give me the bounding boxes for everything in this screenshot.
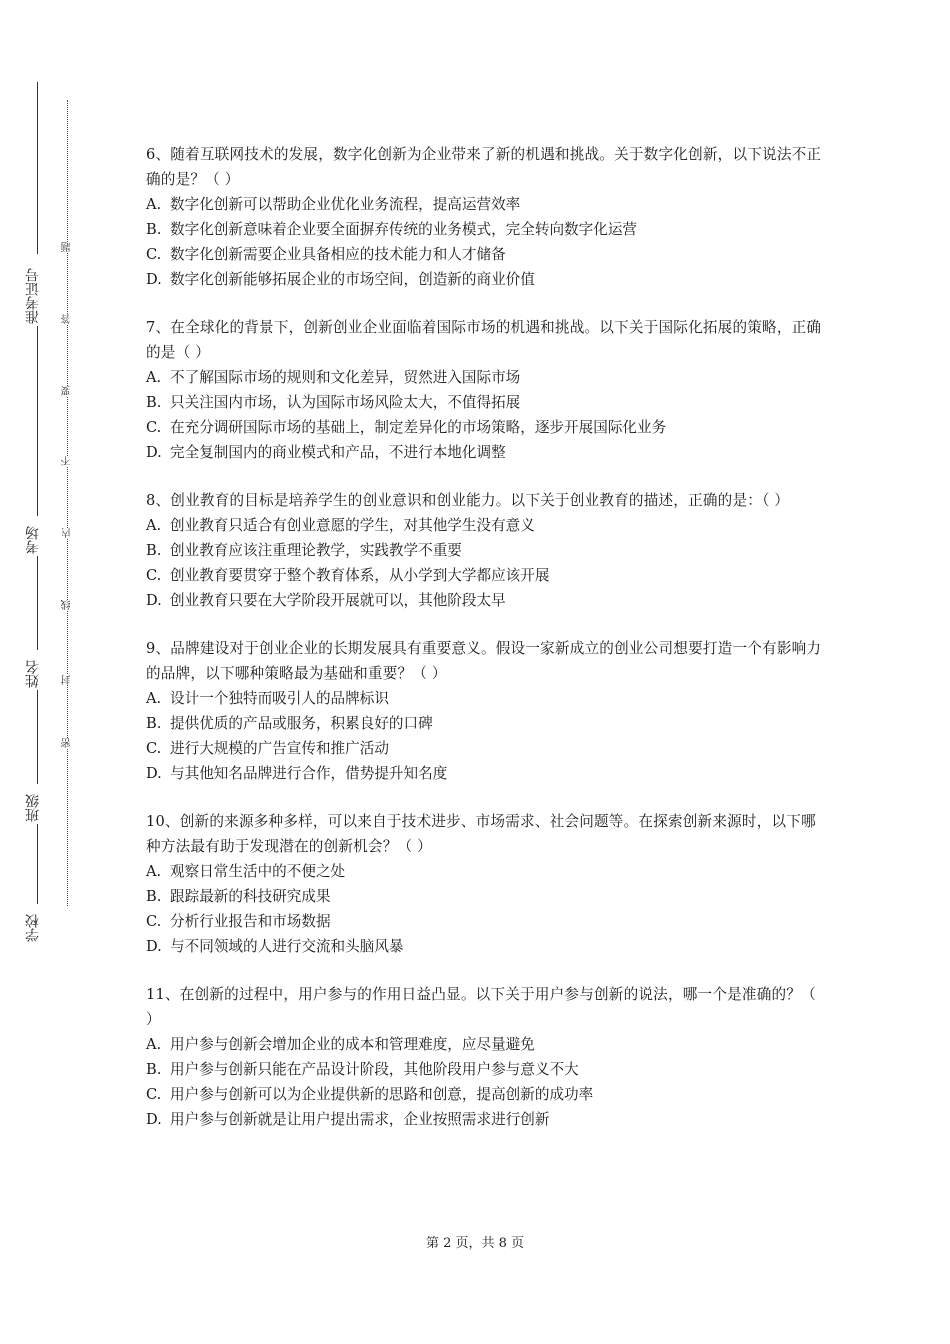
option-c: [146, 736, 826, 761]
option-a: [146, 513, 826, 538]
option-letter: D.: [146, 592, 162, 609]
option-text: 与其他知名品牌进行合作，借势提升知名度: [170, 765, 448, 782]
option-list: [146, 686, 826, 786]
exam-room-label: 考场: [25, 526, 41, 554]
option-letter: A.: [146, 369, 162, 386]
seal-char: 线: [62, 600, 73, 610]
question-stem: 7、在全球化的背景下，创新创业企业面临着国际市场的机遇和挑战。以下关于国际化拓展的策略，正确的是（ ）: [146, 319, 822, 361]
page-footer: 第 2 页，共 8 页: [425, 1236, 525, 1251]
option-text: 数字化创新能够拓展企业的市场空间，创造新的商业价值: [170, 271, 535, 288]
class-line: [37, 690, 38, 784]
option-text: 用户参与创新会增加企业的成本和管理难度，应尽量避免: [170, 1036, 535, 1053]
question-11: [146, 982, 826, 1132]
name-line: [37, 556, 38, 650]
option-d: [146, 1107, 826, 1132]
question-list: [146, 142, 826, 1155]
option-letter: A.: [146, 1036, 162, 1053]
option-text: 数字化创新意味着企业要全面摒弃传统的业务模式，完全转向数字化运营: [170, 221, 638, 238]
option-letter: A.: [146, 517, 162, 534]
option-a: [146, 859, 826, 884]
option-text: 分析行业报告和市场数据: [170, 913, 331, 930]
option-letter: A.: [146, 196, 162, 213]
option-c: [146, 909, 826, 934]
seal-char: 答: [62, 314, 73, 324]
option-b: [146, 217, 826, 242]
question-stem: 9、品牌建设对于创业企业的长期发展具有重要意义。假设一家新成立的创业公司想要打造一个有影响力的品牌，以下哪种策略最为基础和重要？（ ）: [146, 640, 822, 682]
option-letter: A.: [146, 690, 162, 707]
school-line: [37, 824, 38, 904]
option-text: 用户参与创新就是让用户提出需求，企业按照需求进行创新: [170, 1111, 550, 1128]
question-7: [146, 315, 826, 465]
option-letter: B.: [146, 221, 162, 238]
seal-char: 不: [62, 456, 73, 466]
exam-room-line: [37, 326, 38, 516]
option-a: [146, 365, 826, 390]
option-text: 提供优质的产品或服务，积累良好的口碑: [170, 715, 433, 732]
seal-char: 题: [62, 242, 73, 252]
option-d: [146, 440, 826, 465]
option-text: 创业教育只适合有创业意愿的学生，对其他学生没有意义: [170, 517, 535, 534]
option-d: [146, 761, 826, 786]
question-stem: 6、随着互联网技术的发展，数字化创新为企业带来了新的机遇和挑战。关于数字化创新，以下说法不正确的是？（ ）: [146, 146, 822, 188]
name-label: 姓名: [25, 660, 41, 688]
seal-char: 封: [62, 675, 73, 685]
option-d: [146, 267, 826, 292]
option-c: [146, 242, 826, 267]
option-letter: D.: [146, 444, 162, 461]
option-text: 进行大规模的广告宣传和推广活动: [170, 740, 389, 757]
option-letter: C.: [146, 246, 162, 263]
option-b: [146, 884, 826, 909]
option-letter: D.: [146, 271, 162, 288]
question-10: [146, 809, 826, 959]
option-d: [146, 588, 826, 613]
class-label: 班级: [25, 794, 41, 822]
question-8: [146, 488, 826, 613]
question-stem: 8、创业教育的目标是培养学生的创业意识和创业能力。以下关于创业教育的描述，正确的是：（ ）: [146, 492, 790, 509]
option-letter: B.: [146, 715, 162, 732]
option-letter: C.: [146, 1086, 162, 1103]
option-letter: D.: [146, 1111, 162, 1128]
option-letter: C.: [146, 567, 162, 584]
question-stem: 11、在创新的过程中，用户参与的作用日益凸显。以下关于用户参与创新的说法，哪一个是准确的？（ ）: [146, 986, 816, 1028]
option-text: 不了解国际市场的规则和文化差异，贸然进入国际市场: [170, 369, 521, 386]
option-list: [146, 365, 826, 465]
option-b: [146, 711, 826, 736]
option-b: [146, 1057, 826, 1082]
option-letter: C.: [146, 913, 162, 930]
option-list: [146, 1032, 826, 1132]
option-text: 在充分调研国际市场的基础上，制定差异化的市场策略，逐步开展国际化业务: [170, 419, 667, 436]
option-text: 只关注国内市场，认为国际市场风险太大，不值得拓展: [170, 394, 521, 411]
option-list: [146, 192, 826, 292]
option-a: [146, 192, 826, 217]
option-text: 创业教育只要在大学阶段开展就可以，其他阶段太早: [170, 592, 506, 609]
option-b: [146, 538, 826, 563]
option-text: 跟踪最新的科技研究成果: [170, 888, 331, 905]
option-text: 用户参与创新只能在产品设计阶段，其他阶段用户参与意义不大: [170, 1061, 579, 1078]
question-stem: 10、创新的来源多种多样，可以来自于技术进步、市场需求、社会问题等。在探索创新来源时，以下哪种方法最有助于发现潜在的创新机会？（ ）: [146, 813, 816, 855]
option-d: [146, 934, 826, 959]
seal-char: 要: [62, 386, 73, 396]
option-text: 与不同领域的人进行交流和头脑风暴: [170, 938, 404, 955]
option-text: 创业教育要贯穿于整个教育体系，从小学到大学都应该开展: [170, 567, 550, 584]
option-c: [146, 415, 826, 440]
question-6: [146, 142, 826, 292]
option-list: [146, 859, 826, 959]
option-text: 完全复制国内的商业模式和产品，不进行本地化调整: [170, 444, 506, 461]
exam-number-line: [37, 82, 38, 254]
question-9: [146, 636, 826, 786]
seal-line: [62, 100, 74, 906]
option-c: [146, 563, 826, 588]
option-letter: B.: [146, 1061, 162, 1078]
seal-char: 密: [62, 738, 73, 748]
seal-char: 内: [62, 528, 73, 538]
option-text: 设计一个独特而吸引人的品牌标识: [170, 690, 389, 707]
option-b: [146, 390, 826, 415]
option-a: [146, 1032, 826, 1057]
seal-dotted-line: [67, 100, 68, 906]
option-c: [146, 1082, 826, 1107]
option-text: 观察日常生活中的不便之处: [170, 863, 346, 880]
option-letter: D.: [146, 765, 162, 782]
binding-margin: [0, 0, 90, 1344]
option-text: 数字化创新可以帮助企业优化业务流程，提高运营效率: [170, 196, 521, 213]
option-letter: B.: [146, 542, 162, 559]
option-a: [146, 686, 826, 711]
option-letter: C.: [146, 740, 162, 757]
option-letter: D.: [146, 938, 162, 955]
option-text: 数字化创新需要企业具备相应的技术能力和人才储备: [170, 246, 506, 263]
school-label: 学校: [25, 914, 41, 942]
option-letter: A.: [146, 863, 162, 880]
student-info-fields: [24, 82, 42, 940]
option-text: 创业教育应该注重理论教学，实践教学不重要: [170, 542, 462, 559]
option-letter: B.: [146, 888, 162, 905]
option-letter: C.: [146, 419, 162, 436]
option-list: [146, 513, 826, 613]
exam-number-label: 准考证号: [25, 268, 41, 324]
option-letter: B.: [146, 394, 162, 411]
option-text: 用户参与创新可以为企业提供新的思路和创意，提高创新的成功率: [170, 1086, 594, 1103]
